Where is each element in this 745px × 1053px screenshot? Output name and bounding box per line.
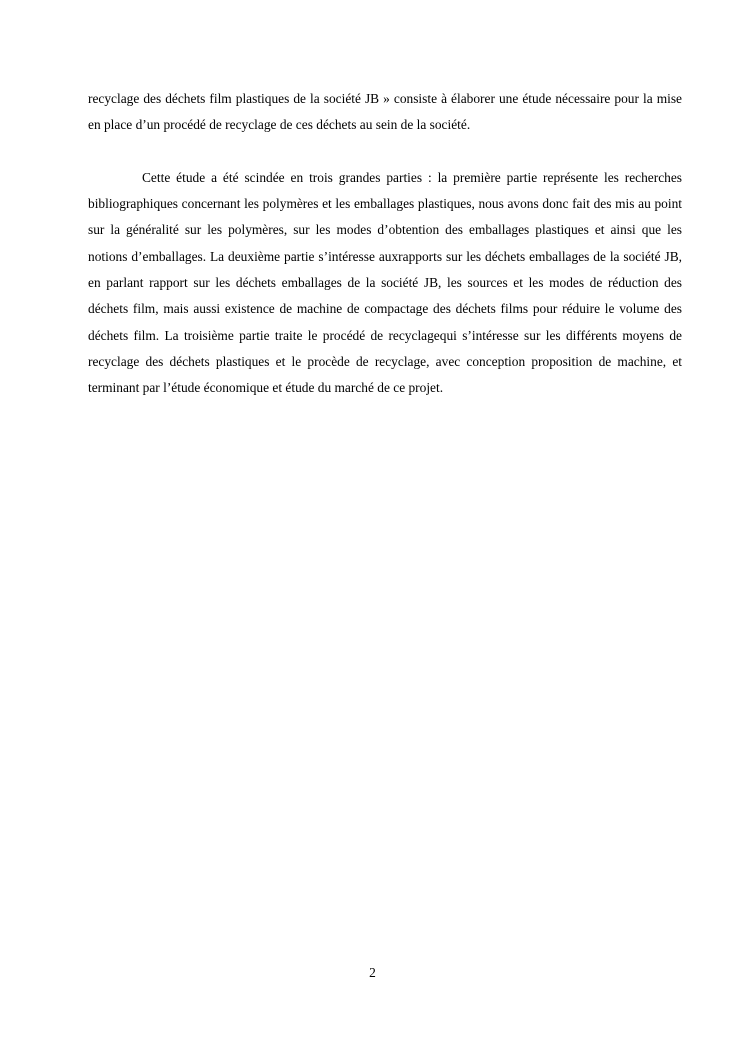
paragraph-study-outline: Cette étude a été scindée en trois grandes parties : la première partie représente les recherches bibliographiques concernant les polymères et les emballages plastiques, nous avons donc fait des mis au point sur la généralité sur les polymères, sur les modes d’obtention des emballages plastiques et ainsi que les notions d’emballages. La deuxième partie s’intéresse auxrapports sur les déchets emballages de la société JB, en parlant rapport sur les déchets emballages de la société JB, les sources et les modes de réduction des déchets film, mais aussi existence de machine de compactage des déchets films pour réduire le volume des déchets film. La troisième partie traite le procédé de recyclagequi s’intéresse sur les différents moyens de recyclage des déchets plastiques et le procède de recyclage, avec conception proposition de machine, et terminant par l’étude économique et étude du marché de ce projet. bbox=[88, 169, 682, 396]
paragraph-continuation: recyclage des déchets film plastiques de la société JB » consiste à élaborer une étude nécessaire pour la mise en place d’un procédé de recyclage de ces déchets au sein de la société. bbox=[88, 91, 682, 133]
page-number: 2 bbox=[369, 965, 376, 980]
body-text bbox=[88, 86, 682, 402]
